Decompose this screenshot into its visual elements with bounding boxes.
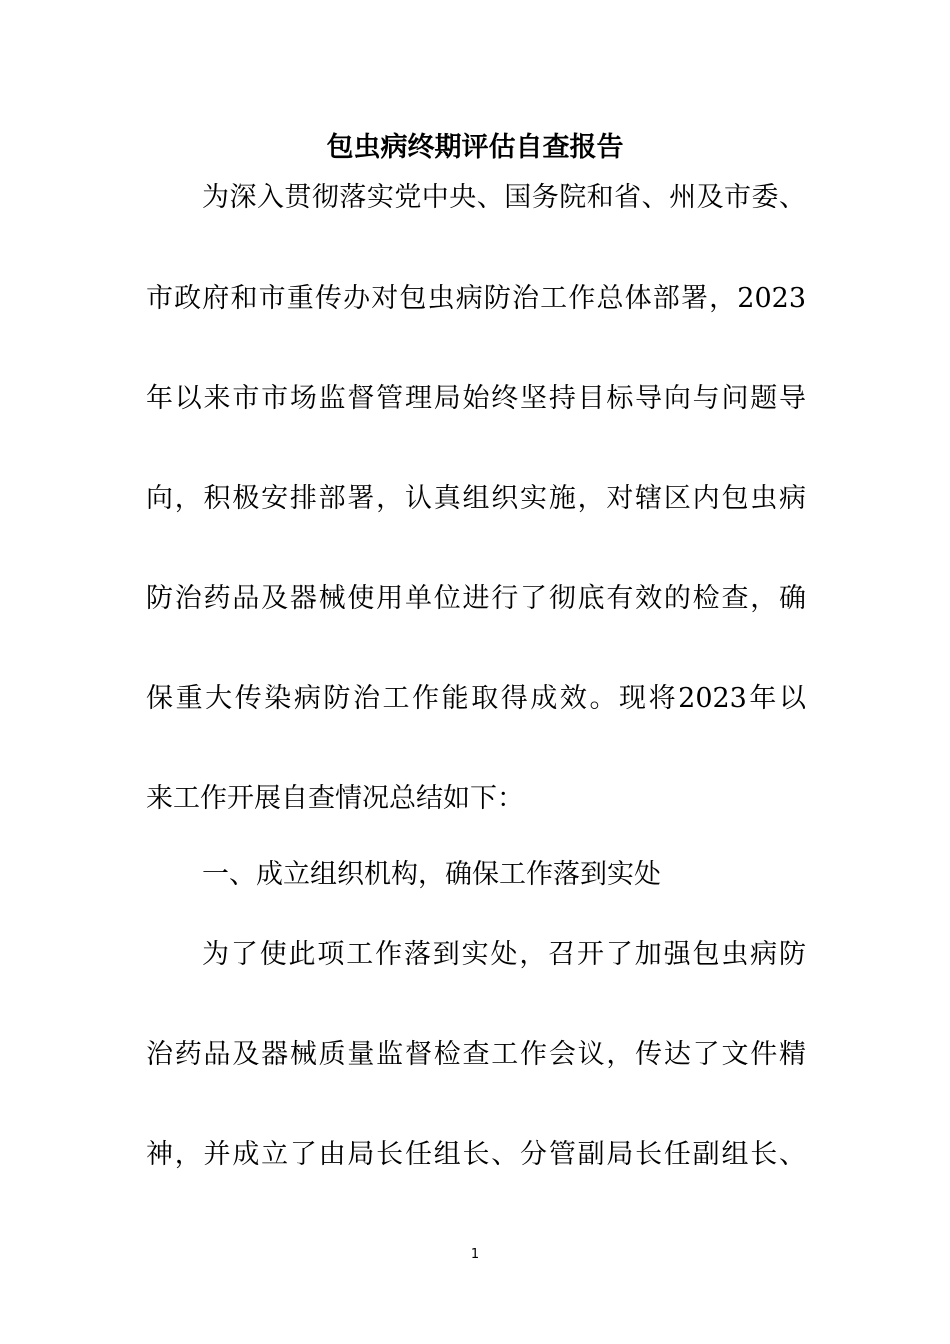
document-title: 包虫病终期评估自查报告	[326, 132, 624, 163]
paragraph-line: 向，积极安排部署，认真组织实施，对辖区内包虫病	[146, 483, 806, 514]
paragraph-line: 为了使此项工作落到实处，召开了加强包虫病防	[202, 939, 806, 970]
section-heading: 一、成立组织机构，确保工作落到实处	[202, 859, 661, 890]
paragraph-line: 来工作开展自查情况总结如下：	[146, 783, 524, 814]
page-number: 1	[470, 1247, 480, 1262]
paragraph-line: 神，并成立了由局长任组长、分管副局长任副组长、	[146, 1139, 806, 1170]
paragraph-line: 年以来市市场监督管理局始终坚持目标导向与问题导	[146, 383, 806, 414]
paragraph-line: 防治药品及器械使用单位进行了彻底有效的检查，确	[146, 583, 806, 614]
paragraph-line: 为深入贯彻落实党中央、国务院和省、州及市委、	[202, 182, 806, 213]
paragraph-line: 市政府和市重传办对包虫病防治工作总体部署，2023	[146, 283, 806, 314]
paragraph-line: 保重大传染病防治工作能取得成效。现将2023年以	[146, 683, 806, 714]
paragraph-line: 治药品及器械质量监督检查工作会议，传达了文件精	[146, 1039, 806, 1070]
